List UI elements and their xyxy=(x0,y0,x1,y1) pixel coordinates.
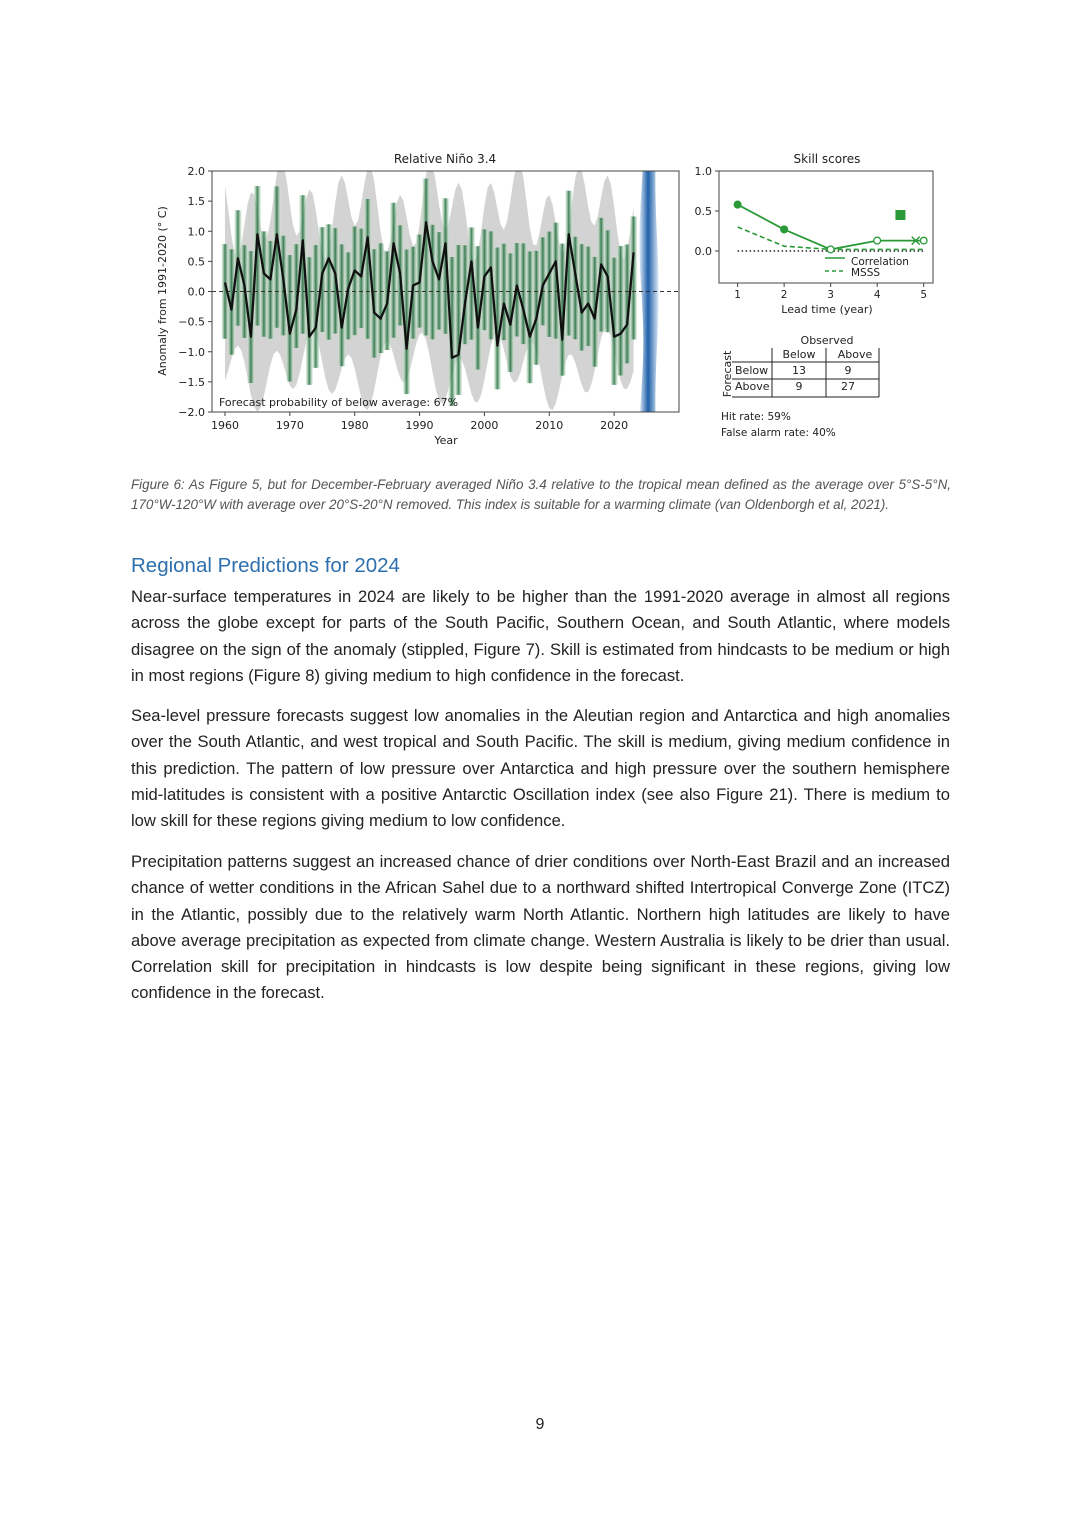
x-tick-label: 1990 xyxy=(405,419,434,432)
page-number: 9 xyxy=(535,1416,545,1433)
x-tick-label: 4 xyxy=(873,289,881,301)
y-tick-label: 1.0 xyxy=(694,165,712,178)
table-header-forecast: Forecast xyxy=(721,350,734,398)
x-tick-label: 1960 xyxy=(210,419,239,432)
hindcast-ribbon xyxy=(546,232,553,337)
correlation-point xyxy=(920,237,927,244)
x-tick-label: 1980 xyxy=(340,419,369,432)
main-y-axis-label: Anomaly from 1991-2020 (° C) xyxy=(156,206,169,376)
table-row-above-label: Above xyxy=(735,380,770,393)
y-tick-label: 2.0 xyxy=(187,165,205,178)
hindcast-ribbon xyxy=(351,227,358,336)
skill-y-axis xyxy=(695,165,720,258)
hindcast-ribbon xyxy=(260,231,267,336)
figure-caption: Figure 6: As Figure 5, but for December-February averaged Niño 3.4 relative to the tropical mean defined as the average over 5°S-5°N, 170°W-120°W with average over 20°S-20°N removed. This index is suitable for a warming climate (van Oldenborgh et al, 2021). xyxy=(131,477,951,512)
x-tick-label: 2020 xyxy=(600,419,629,432)
paragraph-precipitation: Precipitation patterns suggest an increased chance of drier conditions over North-East Brazil and an increased chance of wetter conditions in the African Sahel due to a northward shifted Intertropical Converge Zone (ITCZ) in the Atlantic, possibly due to the relatively warm North Atlantic. Northern high latitudes are likely to have above average precipitation as expected from climate change. Western Australia is likely to be drier than usual. Correlation skill for precipitation in hindcasts is low despite being significant in these regions, giving low confidence in the forecast. xyxy=(131,852,950,1003)
x-tick-label: 2 xyxy=(780,289,788,301)
hindcast-ribbon xyxy=(293,244,300,348)
y-tick-label: 0.0 xyxy=(187,285,205,299)
hindcast-ribbon xyxy=(345,252,352,339)
skill-legend xyxy=(825,256,909,279)
skill-x-axis xyxy=(734,283,927,301)
legend-correlation: Correlation xyxy=(851,256,909,268)
x-tick-label: 1970 xyxy=(275,419,304,432)
hindcast-ribbon xyxy=(455,245,462,395)
forecast-skill-marker xyxy=(895,210,905,220)
hindcast-ribbon xyxy=(325,224,332,339)
section-title: Regional Predictions for 2024 xyxy=(131,554,400,577)
main-chart-title: Relative Niño 3.4 xyxy=(393,152,497,166)
table-cell: 13 xyxy=(792,364,806,377)
paragraph-temperature: Near-surface temperatures in 2024 are likely to be higher than the 1991-2020 average in almost all regions across the globe except for parts of the South Pacific, Southern Ocean, and South Atlantic, where models disagree on the sign of the anomaly (stippled, Figure 7). Skill is estimated from hindcasts to be medium or high in most regions (Figure 8) giving medium to high confidence in the forecast. xyxy=(131,587,950,685)
legend-msss: MSSS xyxy=(851,267,881,279)
hindcast-ribbon xyxy=(358,229,365,328)
paragraph-pressure: Sea-level pressure forecasts suggest low anomalies in the Aleutian region and Antarctica and high anomalies over the South Atlantic, and west tropical and South Pacific. The skill is medium, giving medium confidence in this prediction. The pattern of low pressure over Antarctica and high pressure over the southern hemisphere mid-latitudes is consistent with a positive Antarctic Oscillation index (see also Figure 21). There is medium to low skill for these regions giving medium to low confidence. xyxy=(131,706,950,831)
y-tick-label: 1.0 xyxy=(187,225,205,239)
correlation-point xyxy=(827,246,834,253)
skill-chart-title: Skill scores xyxy=(793,152,861,166)
y-tick-label: 0.0 xyxy=(694,245,712,258)
hit-rate: Hit rate: 59% xyxy=(721,411,791,423)
x-tick-label: 3 xyxy=(827,289,834,301)
hindcast-ribbon xyxy=(526,251,533,383)
main-y-axis xyxy=(178,165,212,419)
y-tick-label: 1.5 xyxy=(187,195,205,209)
x-tick-label: 5 xyxy=(920,289,928,301)
hindcast-ribbon xyxy=(520,243,527,344)
hindcast-ribbon xyxy=(442,198,449,334)
hindcast-ribbon xyxy=(377,243,384,353)
forecast-probability-annotation: Forecast probability of below average: 67% xyxy=(219,396,459,409)
table-header-observed: Observed xyxy=(800,334,854,347)
table-row-below-label: Below xyxy=(735,364,769,377)
table-col-below: Below xyxy=(782,348,816,361)
y-tick-label: −2.0 xyxy=(178,406,205,419)
contingency-table xyxy=(721,334,879,439)
hindcast-ribbon xyxy=(617,246,624,375)
hindcast-ribbon xyxy=(422,179,429,336)
main-x-axis-label: Year xyxy=(434,434,458,447)
skill-x-axis-label: Lead time (year) xyxy=(781,303,873,316)
x-tick-label: 1 xyxy=(734,289,741,301)
correlation-point xyxy=(874,237,881,244)
y-tick-label: −1.0 xyxy=(178,345,205,359)
table-cell: 27 xyxy=(841,380,855,393)
skill-series xyxy=(734,201,927,253)
x-tick-label: 2010 xyxy=(535,419,564,432)
table-cell: 9 xyxy=(844,364,852,377)
y-tick-label: −1.5 xyxy=(178,375,205,389)
false-alarm-rate: False alarm rate: 40% xyxy=(721,427,836,439)
correlation-point xyxy=(734,201,741,208)
hindcast-ribbon xyxy=(585,247,592,346)
figure-6 xyxy=(0,0,1080,460)
x-tick-label: 2000 xyxy=(470,419,499,432)
y-tick-label: 0.5 xyxy=(694,205,712,218)
y-tick-label: −0.5 xyxy=(178,315,205,329)
correlation-point xyxy=(781,226,788,233)
table-col-above: Above xyxy=(837,348,873,361)
table-cell: 9 xyxy=(795,380,803,393)
hindcast-ribbon xyxy=(598,218,605,332)
forecast-2024-plume xyxy=(639,159,658,430)
hindcast-ribbon xyxy=(435,232,442,330)
y-tick-label: 0.5 xyxy=(187,255,205,269)
main-x-axis xyxy=(211,412,628,432)
